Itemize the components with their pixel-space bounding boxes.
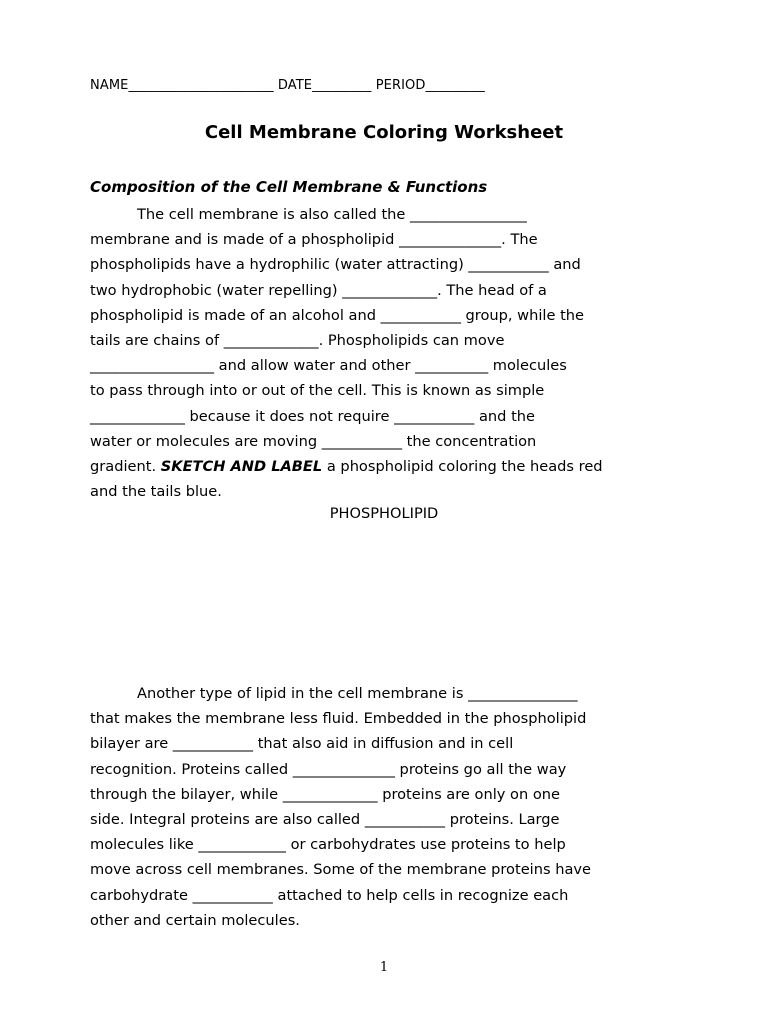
paragraph-line: other and certain molecules. (90, 911, 300, 929)
section-heading: Composition of the Cell Membrane & Functions (90, 178, 488, 196)
worksheet-title: Cell Membrane Coloring Worksheet (204, 122, 564, 143)
paragraph-line: through the bilayer, while _____________ proteins are only on one (90, 785, 561, 803)
paragraph-line: phospholipid is made of an alcohol and ___________ group, while the (90, 306, 585, 324)
paragraph-line: two hydrophobic (water repelling) _____________. The head of a (90, 281, 547, 299)
paragraph-line: side. Integral proteins are also called ___________ proteins. Large (90, 810, 560, 828)
page-number: 1 (379, 960, 389, 975)
paragraph-line: water or molecules are moving ___________ the concentration (90, 432, 537, 450)
paragraph-line: recognition. Proteins called ______________ proteins go all the way (90, 760, 567, 778)
paragraph-line: and the tails blue. (90, 483, 222, 501)
paragraph-line: membrane and is made of a phospholipid ______________. The (90, 231, 538, 249)
paragraph-line: _____________ because it does not require ___________ and the (90, 407, 536, 425)
paragraph-line: to pass through into or out of the cell. This is known as simple (90, 382, 545, 400)
paragraph-line: molecules like ____________ or carbohydrates use proteins to help (90, 836, 566, 854)
sketch-instruction-emphasis: SKETCH AND LABEL (160, 457, 323, 475)
paragraph-line: The cell membrane is also called the ________________ (137, 206, 527, 223)
paragraph-line: _________________ and allow water and other __________ molecules (90, 357, 567, 375)
paragraph-line-instruction (90, 454, 680, 479)
paragraph-line: phospholipids have a hydrophilic (water attracting) ___________ and (90, 256, 581, 274)
paragraph-line: tails are chains of _____________. Phospholipids can move (90, 331, 505, 349)
paragraph-line: move across cell membranes. Some of the membrane proteins have (90, 861, 592, 879)
proteins-paragraph (90, 681, 680, 933)
paragraph-line: carbohydrate ___________ attached to help cells in recognize each (90, 886, 569, 904)
line-text-after: a phospholipid coloring the heads red (322, 457, 603, 475)
paragraph-line: Another type of lipid in the cell membrane is _______________ (137, 685, 578, 702)
line-text-before: gradient. (90, 457, 161, 475)
paragraph-line: bilayer are ___________ that also aid in diffusion and in cell (90, 735, 514, 753)
phospholipid-figure-label: PHOSPHOLIPID (329, 505, 439, 522)
paragraph-line: that makes the membrane less fluid. Embedded in the phospholipid (90, 710, 587, 728)
sketch-area[interactable] (90, 532, 680, 672)
student-info-header: NAME______________________ DATE_________ PERIOD_________ (90, 78, 485, 93)
composition-paragraph (90, 202, 680, 504)
